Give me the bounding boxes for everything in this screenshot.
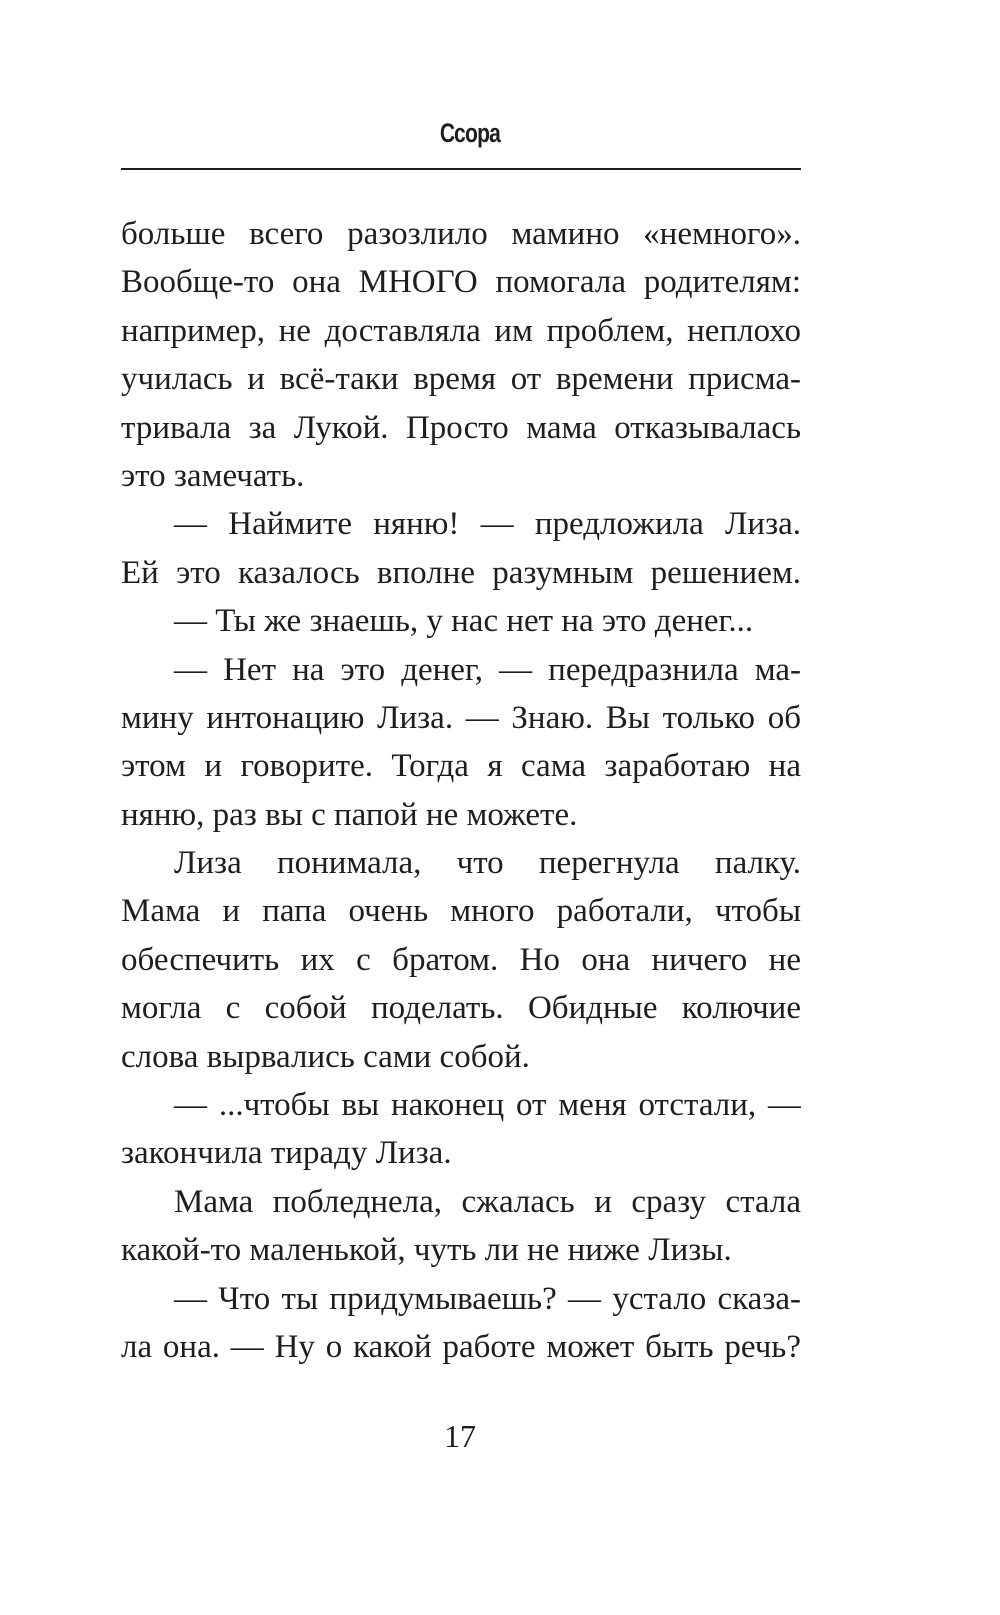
text-line: это замечать.: [121, 457, 305, 494]
text-line: закончила тираду Лиза.: [121, 1135, 452, 1172]
text-line: какой-то маленькой, чуть ли не ниже Лизы.: [121, 1232, 732, 1269]
text-line: тривала за Лукой. Просто мама отказывалась: [121, 409, 801, 446]
text-line: мину интонацию Лиза. — Знаю. Вы только об: [121, 699, 801, 736]
text-line: больше всего разозлило мамино «немного».: [121, 216, 801, 252]
body-text: [121, 210, 801, 1371]
text-line: Мама и папа очень много работали, чтобы: [121, 893, 801, 930]
text-line: — Нет на это денег, — передразнила ма-: [174, 651, 801, 688]
text-line: — Наймите няню! — предложила Лиза.: [174, 506, 801, 543]
running-header-title: Ссора: [439, 118, 501, 148]
text-line: училась и всё-таки время от времени присма-: [121, 361, 801, 398]
text-line: ла она. — Ну о какой работе может быть речь?: [121, 1328, 801, 1365]
text-line: обеспечить их с братом. Но она ничего не: [121, 941, 801, 978]
text-line: — ...чтобы вы наконец от меня отстали, —: [174, 1087, 801, 1124]
page-number: 17: [444, 1418, 476, 1454]
text-line: например, не доставляла им проблем, неплохо: [121, 312, 801, 349]
text-line: Мама побледнела, сжалась и сразу стала: [174, 1183, 801, 1220]
text-line: — Что ты придумываешь? — устало сказа-: [174, 1280, 801, 1317]
text-line: няню, раз вы с папой не можете.: [121, 796, 578, 833]
text-line: Ей это казалось вполне разумным решением.: [121, 554, 801, 591]
header-divider: [121, 168, 801, 170]
text-line: этом и говорите. Тогда я сама заработаю на: [121, 748, 801, 785]
text-line: Лиза понимала, что перегнула палку.: [174, 845, 801, 882]
text-line: Вообще-то она МНОГО помогала родителям:: [121, 264, 801, 301]
text-line: — Ты же знаешь, у нас нет на это денег...: [174, 603, 754, 640]
text-line: могла с собой поделать. Обидные колючие: [121, 990, 801, 1027]
text-line: слова вырвались сами собой.: [121, 1038, 530, 1075]
